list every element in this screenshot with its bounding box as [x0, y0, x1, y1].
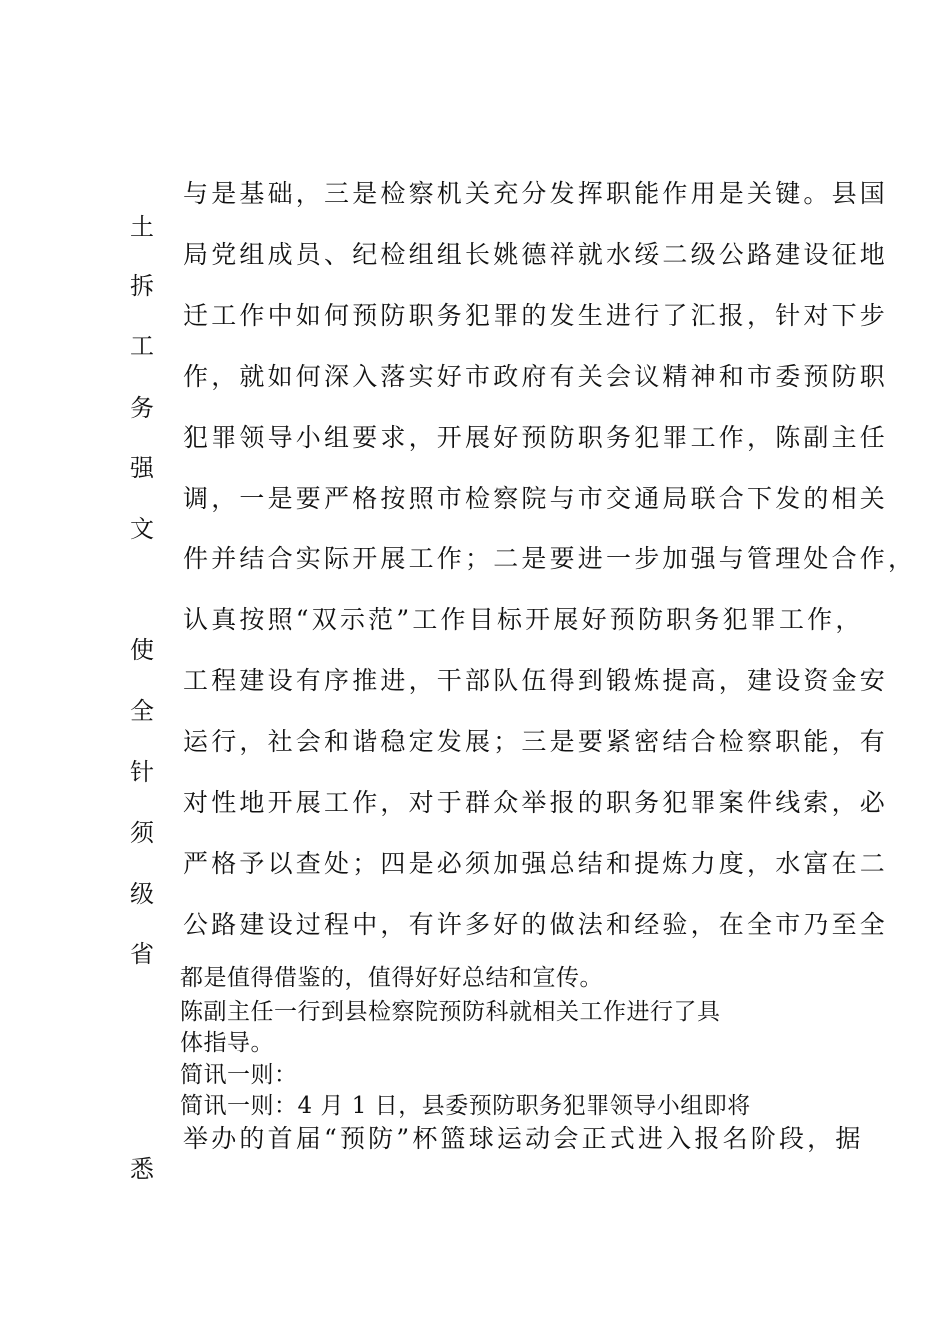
- brief-line: 举办的首届“预防”杯篮球运动会正式进入报名阶段，据: [183, 1124, 864, 1153]
- note-line: 体指导。: [180, 1030, 274, 1056]
- margin-char: 土: [130, 213, 154, 241]
- brief-heading: 简讯一则：: [180, 1062, 298, 1088]
- body-line: 作，就如何深入落实好市政府有关会议精神和市委预防职: [183, 362, 889, 391]
- note-line: 陈副主任一行到县检察院预防科就相关工作进行了具: [180, 999, 721, 1025]
- margin-char: 工: [130, 332, 154, 360]
- margin-char: 须: [130, 819, 154, 847]
- body-line: 运行，社会和谐稳定发展；三是要紧密结合检察职能，有: [183, 727, 889, 756]
- body-line: 局党组成员、纪检组组长姚德祥就水绥二级公路建设征地: [183, 240, 889, 269]
- body-line: 迁工作中如何预防职务犯罪的发生进行了汇报，针对下步: [183, 301, 889, 330]
- margin-char: 拆: [130, 272, 154, 300]
- margin-char: 强: [130, 454, 154, 482]
- margin-char: 全: [130, 697, 154, 725]
- body-line: 工程建设有序推进，干部队伍得到锻炼提高，建设资金安: [183, 666, 889, 695]
- margin-char: 使: [130, 636, 154, 664]
- body-line: 件并结合实际开展工作；二是要进一步加强与管理处合作，: [183, 544, 917, 573]
- margin-char: 省: [130, 940, 154, 968]
- margin-char: 针: [130, 758, 154, 786]
- body-line: 认真按照“双示范”工作目标开展好预防职务犯罪工作，: [183, 605, 864, 634]
- body-line: 对性地开展工作，对于群众举报的职务犯罪案件线索，必: [183, 788, 889, 817]
- margin-char: 文: [130, 515, 154, 543]
- margin-char: 级: [130, 880, 154, 908]
- body-line: 公路建设过程中，有许多好的做法和经验，在全市乃至全: [183, 910, 889, 939]
- brief-line: 简讯一则：4 月 1 日，县委预防职务犯罪领导小组即将: [180, 1093, 751, 1119]
- body-line: 犯罪领导小组要求，开展好预防职务犯罪工作，陈副主任: [183, 423, 889, 452]
- body-line: 严格予以查处；四是必须加强总结和提炼力度，水富在二: [183, 849, 889, 878]
- body-line: 调，一是要严格按照市检察院与市交通局联合下发的相关: [183, 484, 889, 513]
- margin-char: 务: [130, 394, 154, 422]
- body-line: 都是值得借鉴的，值得好好总结和宣传。: [180, 965, 603, 991]
- body-line: 与是基础，三是检察机关充分发挥职能作用是关键。县国: [183, 179, 889, 208]
- margin-char: 悉: [130, 1155, 154, 1183]
